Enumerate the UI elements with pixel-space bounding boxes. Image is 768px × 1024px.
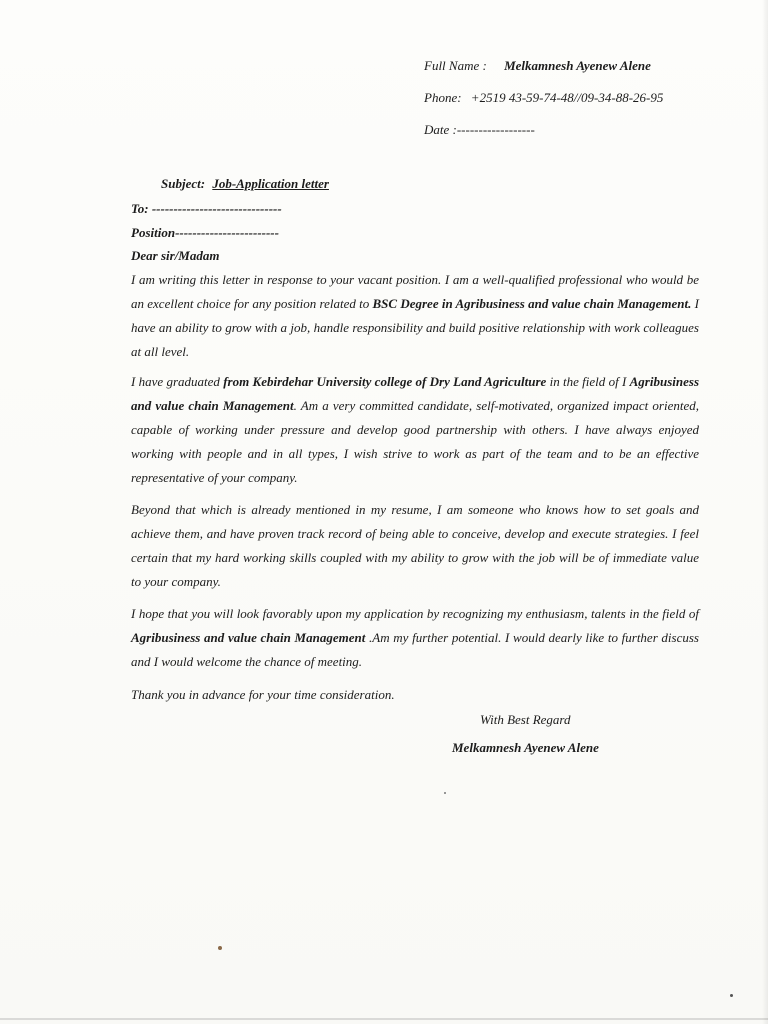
paragraph-4-text-c: .Am my further potential. I would dearly like to further discuss and I would welcome the chance of meeting. <box>131 630 699 669</box>
paragraph-4-text-a: I hope that you will look favorably upon my application by recognizing my enthusiasm, talents in the field of <box>131 606 699 621</box>
salutation: Dear sir/Madam <box>131 248 220 263</box>
paragraph-1-text-c: I have an ability to grow with a job, handle responsibility and build positive relationship with work colleagues at all level. <box>131 296 699 359</box>
paper-speck <box>730 994 733 997</box>
subject-line <box>161 176 329 192</box>
phone-row <box>424 90 663 122</box>
paragraph-1-text-a: I am writing this letter in response to your vacant position. I am a well-qualified professional who would be an excellent choice for any position related to <box>131 272 699 311</box>
paragraph-2-text-a: I have graduated <box>131 374 224 389</box>
paper-speck <box>218 946 222 950</box>
position-line: Position------------------------ <box>131 225 279 240</box>
paragraph-2-text-c: in the field of I <box>546 374 630 389</box>
paragraph-2-university: from Kebirdehar University college of Dry Land Agriculture <box>223 374 547 389</box>
paragraph-1 <box>131 268 699 364</box>
full-name-row <box>424 58 663 90</box>
date-label: Date :------------------ <box>424 122 535 137</box>
full-name-label: Full Name : <box>424 58 487 73</box>
page-bottom-edge <box>0 1018 768 1020</box>
phone-label: Phone: <box>424 90 462 105</box>
sender-header <box>424 58 663 154</box>
date-row <box>424 122 663 154</box>
paragraph-3: Beyond that which is already mentioned in my resume, I am someone who knows how to set goals and achieve them, and have proven track record of being able to conceive, develop and execute strategies. I feel certain that my hard working skills coupled with my ability to grow with the job will be of immediate value to your company. <box>131 502 699 589</box>
to-line: To: ------------------------------ <box>131 201 282 216</box>
full-name-value: Melkamnesh Ayenew Alene <box>504 58 651 73</box>
subject-label: Subject: <box>161 176 206 191</box>
paragraph-2-field: Agribusiness and value chain Management <box>131 374 700 413</box>
paragraph-4 <box>131 602 699 674</box>
paragraph-2-text-e: . Am a very committed candidate, self-motivated, organized impact oriented, capable of working under pressure and develop good partnership with others. I have always enjoyed working with people and in all types, I wish strive to work as part of the team and to be an effective representative of your company. <box>131 398 699 485</box>
paragraph-1-degree: BSC Degree in Agribusiness and value chain Management. <box>372 296 692 311</box>
paragraph-2 <box>131 370 699 490</box>
paragraph-4-field: Agribusiness and value chain Management <box>131 630 366 645</box>
paper-speck <box>444 792 446 794</box>
closing-line: With Best Regard <box>480 712 571 727</box>
paragraph-5: Thank you in advance for your time consideration. <box>131 687 395 702</box>
phone-value: +2519 43-59-74-48//09-34-88-26-95 <box>470 90 664 105</box>
subject-value: Job-Application letter <box>212 176 329 191</box>
signature-name: Melkamnesh Ayenew Alene <box>452 740 599 755</box>
page-edge-shadow <box>762 0 768 1024</box>
